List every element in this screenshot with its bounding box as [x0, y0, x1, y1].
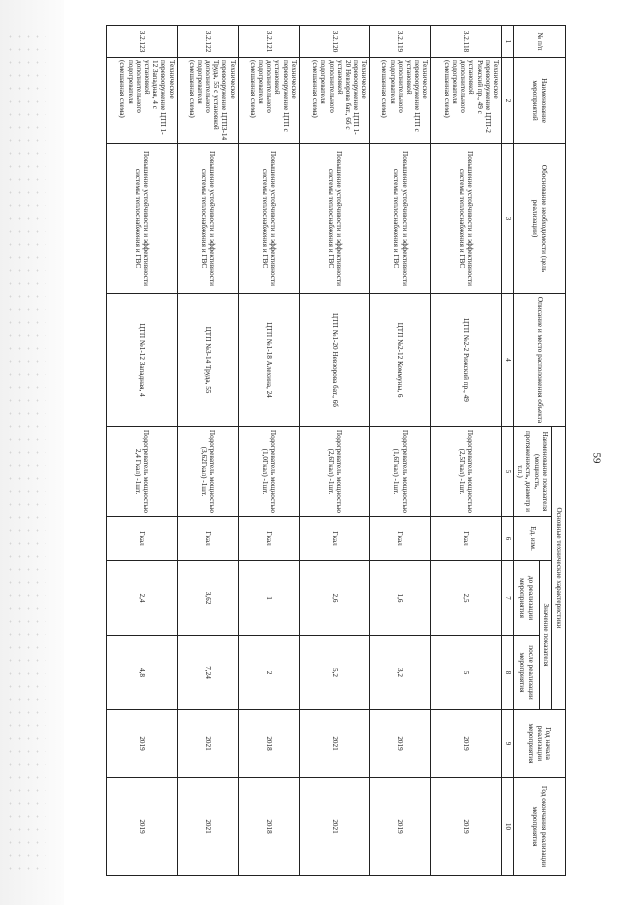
col-number: 7 [502, 561, 514, 636]
row-after: 5 [431, 636, 502, 710]
row-before: 3,62 [177, 561, 238, 636]
row-description: ЦТП №1-18 Алехина, 24 [238, 294, 299, 427]
row-unit: Гкал [238, 517, 299, 561]
row-start-year: 2018 [238, 710, 299, 778]
rotated-table-wrapper [106, 25, 566, 875]
row-description: ЦТП №2-2 Рижский пр., 49 [431, 294, 502, 427]
row-description: ЦТП №1-20 Невзорова бат., 6б [299, 294, 370, 427]
header-description: Описание и место расположения объекта [514, 294, 566, 427]
row-description: ЦТП №1-12 Западная, 4 [107, 294, 178, 427]
row-start-year: 2019 [431, 710, 502, 778]
row-end-year: 2019 [370, 778, 431, 876]
row-unit: Гкал [177, 517, 238, 561]
col-number: 3 [502, 144, 514, 294]
row-indicator: Подогреватель мощностью (1,0Гкал) -1шт. [238, 427, 299, 517]
row-indicator: Подогреватель мощностью (1,6Гкал) -1шт. [370, 427, 431, 517]
col-number: 5 [502, 427, 514, 517]
row-before: 1,6 [370, 561, 431, 636]
scan-edge [0, 0, 64, 905]
row-num: 3.2.120 [299, 26, 370, 58]
header-end-year: Год окончания реализации мероприятия [514, 778, 566, 876]
row-before: 2,6 [299, 561, 370, 636]
row-name: Техническое перевооружение ЦТП 1-12 Западная, 4 с установкой дополнительного подогревателя (смешанная схема) [107, 58, 178, 144]
header-start-year: Год начала реализации мероприятия [514, 710, 566, 778]
col-number: 10 [502, 778, 514, 876]
table-row [370, 26, 431, 876]
header-indicator-name: Наименование показателя (мощность, протяженность, диаметр и т.п.) [514, 427, 552, 517]
row-name: Техническое перевооружение ЦТП3-14 Труда, 55 с установкой дополнительного подогревателя (смешанная схема) [177, 58, 238, 144]
row-justification: Повышение устойчивости и эффективности системы теплоснабжения и ГВС [177, 144, 238, 294]
table-row [177, 26, 238, 876]
row-before: 2,5 [431, 561, 502, 636]
row-unit: Гкал [299, 517, 370, 561]
row-justification: Повышение устойчивости и эффективности системы теплоснабжения и ГВС [370, 144, 431, 294]
table-row [299, 26, 370, 876]
table-row [431, 26, 502, 876]
header-values-group: Значение показателя [540, 561, 552, 710]
header-name: Наименование мероприятий [514, 58, 566, 144]
row-end-year: 2018 [238, 778, 299, 876]
row-name: Техническое перевооружение ЦТП 1-20 Невзорова бат., 6б с установкой дополнительного подогревателя (смешанная схема) [299, 58, 370, 144]
row-justification: Повышение устойчивости и эффективности системы теплоснабжения и ГВС [431, 144, 502, 294]
row-before: 2,4 [107, 561, 178, 636]
table-body [107, 26, 502, 876]
row-description: ЦТП №3-14 Труда, 55 [177, 294, 238, 427]
row-num: 3.2.121 [238, 26, 299, 58]
row-name: Техническое перевооружение ЦТП с установкой дополнительного подогревателя (смешанная схема) [238, 58, 299, 144]
row-justification: Повышение устойчивости и эффективности системы теплоснабжения и ГВС [238, 144, 299, 294]
col-number: 9 [502, 710, 514, 778]
col-number: 4 [502, 294, 514, 427]
row-start-year: 2021 [299, 710, 370, 778]
row-indicator: Подогреватель мощностью (2,6Гкал) -1шт. [299, 427, 370, 517]
row-after: 7,24 [177, 636, 238, 710]
header-after: после реализации мероприятия [514, 636, 540, 710]
row-start-year: 2019 [370, 710, 431, 778]
row-num: 3.2.123 [107, 26, 178, 58]
header-justification: Обоснование необходимости (цель реализации) [514, 144, 566, 294]
header-before: до реализации мероприятия [514, 561, 540, 636]
page-number: 59 [590, 452, 603, 464]
row-num: 3.2.118 [431, 26, 502, 58]
header-num: № п/п [514, 26, 566, 58]
row-justification: Повышение устойчивости и эффективности системы теплоснабжения и ГВС [299, 144, 370, 294]
row-name: Техническое перевооружение ЦТП-2 Рижский пр., 49 с установкой дополнительного подогревателя (смешанная схема) [431, 58, 502, 144]
row-name: Техническое перевооружение ЦТП с установкой дополнительного подогревателя (смешанная схема) [370, 58, 431, 144]
row-end-year: 2021 [177, 778, 238, 876]
measures-table [106, 25, 566, 876]
row-indicator: Подогреватель мощностью 2,4 Гкал) -1шт. [107, 427, 178, 517]
row-end-year: 2021 [299, 778, 370, 876]
row-unit: Гкал [370, 517, 431, 561]
col-number: 1 [502, 26, 514, 58]
row-description: ЦТП №2-12 Коммуны, 6 [370, 294, 431, 427]
row-num: 3.2.119 [370, 26, 431, 58]
header-unit: Ед. изм. [514, 517, 552, 561]
row-unit: Гкал [107, 517, 178, 561]
header-tech-group: Основные технические характеристики [552, 427, 566, 710]
table-row [238, 26, 299, 876]
scan-noise [6, 30, 46, 870]
row-after: 2 [238, 636, 299, 710]
table-row [107, 26, 178, 876]
row-after: 3,2 [370, 636, 431, 710]
col-number: 8 [502, 636, 514, 710]
row-unit: Гкал [431, 517, 502, 561]
row-after: 5,2 [299, 636, 370, 710]
row-before: 1 [238, 561, 299, 636]
row-after: 4,8 [107, 636, 178, 710]
row-start-year: 2019 [107, 710, 178, 778]
row-indicator: Подогреватель мощностью (3,62Гкал) -1шт. [177, 427, 238, 517]
row-end-year: 2019 [107, 778, 178, 876]
row-justification: Повышение устойчивости и эффективности системы теплоснабжения и ГВС [107, 144, 178, 294]
col-number: 6 [502, 517, 514, 561]
col-number: 2 [502, 58, 514, 144]
row-indicator: Подогреватель мощностью (2,5Гкал) -1шт. [431, 427, 502, 517]
row-end-year: 2019 [431, 778, 502, 876]
row-num: 3.2.122 [177, 26, 238, 58]
row-start-year: 2021 [177, 710, 238, 778]
